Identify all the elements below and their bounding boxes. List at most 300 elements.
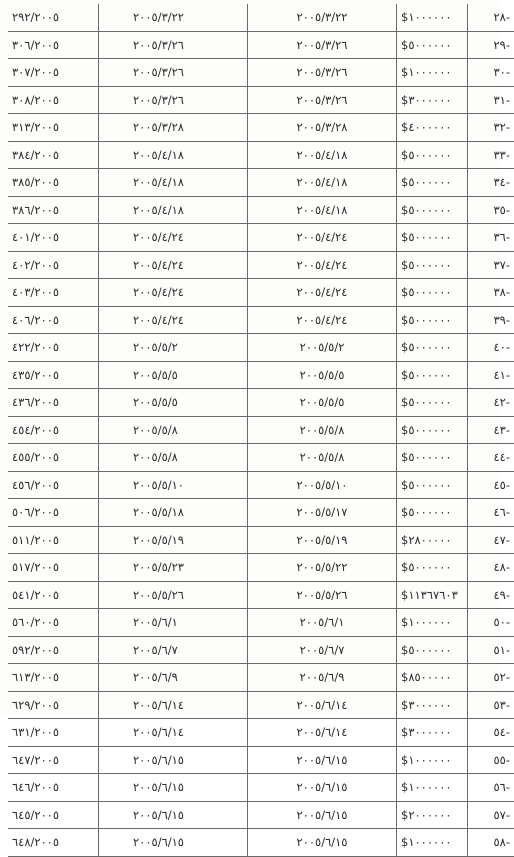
date-cell xyxy=(248,664,397,692)
reference-cell xyxy=(8,114,99,142)
row-number-text: -٤٥ xyxy=(493,478,510,492)
row-number xyxy=(468,801,514,829)
date-cell-text: ٢٠٠٥/٦/١٥ xyxy=(297,808,348,822)
date-cell xyxy=(248,691,397,719)
second-date-cell xyxy=(99,499,248,527)
amount-cell-text: $٥٠٠٠٠٠٠ xyxy=(401,258,452,272)
second-date-cell xyxy=(99,114,248,142)
amount-cell-text: $٣٠٠٠٠٠٠ xyxy=(401,698,452,712)
amount-cell xyxy=(397,801,468,829)
row-number-text: -٣١ xyxy=(493,93,510,107)
row-number-text: -٤١ xyxy=(493,368,510,382)
reference-cell-text: ٣٠٧/٢٠٠٥ xyxy=(12,65,59,79)
second-date-cell-text: ٢٠٠٥/٥/٨ xyxy=(103,450,178,464)
reference-cell xyxy=(8,141,99,169)
date-cell-text: ٢٠٠٥/٦/١٥ xyxy=(297,780,348,794)
date-cell xyxy=(248,361,397,389)
row-number-text: -٤٦ xyxy=(493,505,510,519)
amount-cell xyxy=(397,169,468,197)
row-number-text: -٤٨ xyxy=(493,560,510,574)
reference-cell xyxy=(8,86,99,114)
reference-cell-text: ٤٥٥/٢٠٠٥ xyxy=(12,450,59,464)
row-number-text: -٥١ xyxy=(493,643,510,657)
reference-cell-text: ٥٠٦/٢٠٠٥ xyxy=(12,505,59,519)
amount-cell xyxy=(397,306,468,334)
transfers-table xyxy=(8,4,514,857)
row-number xyxy=(468,279,514,307)
date-cell xyxy=(248,774,397,802)
date-cell-text: ٢٠٠٥/٤/٢٤ xyxy=(297,230,348,244)
reference-cell-text: ٢٩٢/٢٠٠٥ xyxy=(12,10,59,24)
reference-cell xyxy=(8,526,99,554)
table-row xyxy=(8,306,514,334)
row-number-text: -٥٢ xyxy=(493,670,510,684)
date-cell xyxy=(248,636,397,664)
row-number-text: -٤٠ xyxy=(493,340,510,354)
second-date-cell xyxy=(99,389,248,417)
reference-cell-text: ٥٦٠/٢٠٠٥ xyxy=(12,615,59,629)
table-row xyxy=(8,114,514,142)
date-cell xyxy=(248,59,397,87)
row-number-text: -٥٤ xyxy=(493,725,510,739)
row-number-text: -٥٨ xyxy=(493,835,510,849)
second-date-cell-text: ٢٠٠٥/٤/٢٤ xyxy=(103,285,184,299)
row-number xyxy=(468,31,514,59)
date-cell xyxy=(248,86,397,114)
row-number xyxy=(468,224,514,252)
row-number-text: -٤٩ xyxy=(493,588,510,602)
row-number-text: -٣٣ xyxy=(493,148,510,162)
reference-cell xyxy=(8,554,99,582)
date-cell xyxy=(248,196,397,224)
amount-cell-text: $٢٠٠٠٠٠٠ xyxy=(401,808,452,822)
amount-cell-text: $٣٠٠٠٠٠٠ xyxy=(401,93,452,107)
second-date-cell-text: ٢٠٠٥/٦/١٥ xyxy=(103,808,184,822)
table-row xyxy=(8,801,514,829)
table-row xyxy=(8,59,514,87)
second-date-cell-text: ٢٠٠٥/٣/٢٨ xyxy=(103,120,184,134)
date-cell-text: ٢٠٠٥/٣/٢٢ xyxy=(297,10,348,24)
row-number-text: -٤٣ xyxy=(493,423,510,437)
table-row xyxy=(8,279,514,307)
table-row xyxy=(8,416,514,444)
reference-cell-text: ٥٤١/٢٠٠٥ xyxy=(12,588,59,602)
reference-cell-text: ٤٥٦/٢٠٠٥ xyxy=(12,478,59,492)
reference-cell xyxy=(8,664,99,692)
reference-cell-text: ٤٣٥/٢٠٠٥ xyxy=(12,368,59,382)
reference-cell-text: ٣٨٥/٢٠٠٥ xyxy=(12,175,59,189)
amount-cell xyxy=(397,416,468,444)
second-date-cell-text: ٢٠٠٥/٦/١٥ xyxy=(103,753,184,767)
reference-cell xyxy=(8,774,99,802)
amount-cell xyxy=(397,554,468,582)
second-date-cell xyxy=(99,581,248,609)
second-date-cell xyxy=(99,691,248,719)
row-number xyxy=(468,416,514,444)
date-cell-text: ٢٠٠٥/٥/٨ xyxy=(300,423,345,437)
amount-cell-text: $٣٠٠٠٠٠٠ xyxy=(401,725,452,739)
amount-cell-text: $٥٠٠٠٠٠٠ xyxy=(401,478,452,492)
second-date-cell xyxy=(99,471,248,499)
amount-cell-text: $٥٠٠٠٠٠٠ xyxy=(401,285,452,299)
row-number xyxy=(468,361,514,389)
amount-cell-text: $٥٠٠٠٠٠٠ xyxy=(401,505,452,519)
reference-cell-text: ٤٠٢/٢٠٠٥ xyxy=(12,258,59,272)
row-number xyxy=(468,719,514,747)
date-cell xyxy=(248,251,397,279)
table-row xyxy=(8,86,514,114)
reference-cell-text: ٦١٣/٢٠٠٥ xyxy=(12,670,59,684)
row-number xyxy=(468,169,514,197)
table-row xyxy=(8,444,514,472)
reference-cell xyxy=(8,691,99,719)
table-row xyxy=(8,361,514,389)
row-number-text: -٣٧ xyxy=(493,258,510,272)
reference-cell-text: ٤٣٦/٢٠٠٥ xyxy=(12,395,59,409)
second-date-cell-text: ٢٠٠٥/٥/٨ xyxy=(103,423,178,437)
amount-cell xyxy=(397,774,468,802)
table-row xyxy=(8,581,514,609)
amount-cell-text: $٥٠٠٠٠٠٠ xyxy=(401,643,452,657)
second-date-cell xyxy=(99,774,248,802)
reference-cell xyxy=(8,829,99,857)
date-cell-text: ٢٠٠٥/٥/٥ xyxy=(300,395,345,409)
reference-cell-text: ٣٠٨/٢٠٠٥ xyxy=(12,93,59,107)
row-number xyxy=(468,581,514,609)
reference-cell xyxy=(8,609,99,637)
amount-cell xyxy=(397,389,468,417)
reference-cell xyxy=(8,224,99,252)
second-date-cell-text: ٢٠٠٥/٦/١٤ xyxy=(103,698,184,712)
second-date-cell xyxy=(99,746,248,774)
amount-cell-text: $١٠٠٠٠٠٠ xyxy=(401,10,452,24)
amount-cell xyxy=(397,691,468,719)
amount-cell xyxy=(397,59,468,87)
second-date-cell xyxy=(99,444,248,472)
reference-cell xyxy=(8,361,99,389)
second-date-cell-text: ٢٠٠٥/٤/٢٤ xyxy=(103,258,184,272)
amount-cell xyxy=(397,251,468,279)
date-cell-text: ٢٠٠٥/٤/١٨ xyxy=(297,175,348,189)
date-cell xyxy=(248,829,397,857)
date-cell-text: ٢٠٠٥/٤/٢٤ xyxy=(297,285,348,299)
reference-cell-text: ٤٠٣/٢٠٠٥ xyxy=(12,285,59,299)
second-date-cell xyxy=(99,526,248,554)
reference-cell-text: ٥٩٢/٢٠٠٥ xyxy=(12,643,59,657)
second-date-cell-text: ٢٠٠٥/٥/٢ xyxy=(103,340,178,354)
date-cell-text: ٢٠٠٥/٥/٢٦ xyxy=(297,588,348,602)
date-cell-text: ٢٠٠٥/٣/٢٦ xyxy=(297,38,348,52)
row-number-text: -٢٨ xyxy=(493,10,510,24)
row-number-text: -٢٩ xyxy=(493,38,510,52)
row-number xyxy=(468,499,514,527)
amount-cell xyxy=(397,471,468,499)
row-number-text: -٣٩ xyxy=(493,313,510,327)
second-date-cell-text: ٢٠٠٥/٥/٥ xyxy=(103,368,178,382)
second-date-cell xyxy=(99,59,248,87)
date-cell-text: ٢٠٠٥/٤/١٨ xyxy=(297,148,348,162)
table-row xyxy=(8,31,514,59)
row-number xyxy=(468,251,514,279)
amount-cell xyxy=(397,31,468,59)
second-date-cell xyxy=(99,31,248,59)
amount-cell-text: $٥٠٠٠٠٠٠ xyxy=(401,38,452,52)
reference-cell xyxy=(8,4,99,31)
reference-cell-text: ٦٢٩/٢٠٠٥ xyxy=(12,698,59,712)
reference-cell-text: ٤٢٢/٢٠٠٥ xyxy=(12,340,59,354)
second-date-cell-text: ٢٠٠٥/٣/٢٢ xyxy=(103,10,184,24)
second-date-cell-text: ٢٠٠٥/٥/٢٦ xyxy=(103,588,184,602)
table-row xyxy=(8,389,514,417)
row-number xyxy=(468,746,514,774)
amount-cell-text: $١٠٠٠٠٠٠ xyxy=(401,835,452,849)
date-cell-text: ٢٠٠٥/٥/٢٢ xyxy=(297,560,348,574)
date-cell-text: ٢٠٠٥/٦/١٥ xyxy=(297,835,348,849)
reference-cell-text: ٦٤٧/٢٠٠٥ xyxy=(12,753,59,767)
amount-cell xyxy=(397,719,468,747)
transfers-table-body xyxy=(8,4,514,856)
table-row xyxy=(8,4,514,31)
table-row xyxy=(8,691,514,719)
second-date-cell-text: ٢٠٠٥/٦/٩ xyxy=(103,670,178,684)
row-number-text: -٤٢ xyxy=(493,395,510,409)
amount-cell xyxy=(397,499,468,527)
second-date-cell-text: ٢٠٠٥/٥/١٨ xyxy=(103,505,184,519)
second-date-cell-text: ٢٠٠٥/٥/٥ xyxy=(103,395,178,409)
second-date-cell-text: ٢٠٠٥/٥/٢٣ xyxy=(103,560,184,574)
reference-cell xyxy=(8,334,99,362)
second-date-cell xyxy=(99,224,248,252)
reference-cell xyxy=(8,636,99,664)
date-cell xyxy=(248,499,397,527)
amount-cell-text: $٤٠٠٠٠٠٠ xyxy=(401,120,452,134)
date-cell xyxy=(248,306,397,334)
second-date-cell xyxy=(99,141,248,169)
date-cell xyxy=(248,114,397,142)
table-row xyxy=(8,224,514,252)
second-date-cell xyxy=(99,664,248,692)
table-row xyxy=(8,526,514,554)
date-cell-text: ٢٠٠٥/٦/١٤ xyxy=(297,698,348,712)
amount-cell-text: $١٠٠٠٠٠٠ xyxy=(401,753,452,767)
amount-cell-text: $٨٥٠٠٠٠٠ xyxy=(401,670,452,684)
row-number xyxy=(468,306,514,334)
reference-cell-text: ٣٨٤/٢٠٠٥ xyxy=(12,148,59,162)
date-cell-text: ٢٠٠٥/٤/٢٤ xyxy=(297,313,348,327)
row-number xyxy=(468,114,514,142)
reference-cell xyxy=(8,59,99,87)
amount-cell-text: $٥٠٠٠٠٠٠ xyxy=(401,313,452,327)
amount-cell xyxy=(397,86,468,114)
second-date-cell-text: ٢٠٠٥/٣/٢٦ xyxy=(103,38,184,52)
second-date-cell xyxy=(99,279,248,307)
amount-cell-text: $١١٣٦٧٦٠٣ xyxy=(401,588,458,602)
date-cell xyxy=(248,526,397,554)
row-number-text: -٣٥ xyxy=(493,203,510,217)
date-cell xyxy=(248,334,397,362)
table-row xyxy=(8,169,514,197)
amount-cell xyxy=(397,526,468,554)
date-cell-text: ٢٠٠٥/٦/١٤ xyxy=(297,725,348,739)
date-cell xyxy=(248,141,397,169)
reference-cell-text: ٦٤٥/٢٠٠٥ xyxy=(12,808,59,822)
amount-cell-text: $٥٠٠٠٠٠٠ xyxy=(401,148,452,162)
second-date-cell xyxy=(99,361,248,389)
second-date-cell xyxy=(99,801,248,829)
second-date-cell-text: ٢٠٠٥/٤/٢٤ xyxy=(103,313,184,327)
amount-cell-text: $٥٠٠٠٠٠٠ xyxy=(401,175,452,189)
reference-cell xyxy=(8,581,99,609)
reference-cell-text: ٥١٧/٢٠٠٥ xyxy=(12,560,59,574)
date-cell-text: ٢٠٠٥/٦/١ xyxy=(300,615,345,629)
reference-cell-text: ٦٤٦/٢٠٠٥ xyxy=(12,780,59,794)
amount-cell-text: $٢٨٠٠٠٠٠ xyxy=(401,533,452,547)
row-number xyxy=(468,141,514,169)
second-date-cell xyxy=(99,334,248,362)
date-cell xyxy=(248,279,397,307)
reference-cell xyxy=(8,169,99,197)
table-row xyxy=(8,609,514,637)
reference-cell xyxy=(8,801,99,829)
reference-cell xyxy=(8,306,99,334)
date-cell xyxy=(248,389,397,417)
date-cell-text: ٢٠٠٥/٦/٩ xyxy=(300,670,345,684)
table-row xyxy=(8,774,514,802)
second-date-cell-text: ٢٠٠٥/٣/٢٦ xyxy=(103,65,184,79)
row-number xyxy=(468,609,514,637)
second-date-cell xyxy=(99,719,248,747)
date-cell-text: ٢٠٠٥/٣/٢٨ xyxy=(297,120,348,134)
reference-cell-text: ٦٤٨/٢٠٠٥ xyxy=(12,835,59,849)
row-number-text: -٥٥ xyxy=(493,753,510,767)
reference-cell-text: ٤٠١/٢٠٠٥ xyxy=(12,230,59,244)
table-row xyxy=(8,636,514,664)
date-cell xyxy=(248,169,397,197)
date-cell xyxy=(248,746,397,774)
date-cell-text: ٢٠٠٥/٤/١٨ xyxy=(297,203,348,217)
row-number xyxy=(468,4,514,31)
row-number xyxy=(468,471,514,499)
reference-cell xyxy=(8,31,99,59)
row-number xyxy=(468,774,514,802)
reference-cell xyxy=(8,746,99,774)
amount-cell-text: $١٠٠٠٠٠٠ xyxy=(401,65,452,79)
second-date-cell xyxy=(99,554,248,582)
date-cell xyxy=(248,609,397,637)
row-number-text: -٥٠ xyxy=(493,615,510,629)
second-date-cell xyxy=(99,251,248,279)
row-number xyxy=(468,664,514,692)
amount-cell-text: $٥٠٠٠٠٠٠ xyxy=(401,395,452,409)
date-cell-text: ٢٠٠٥/٥/٨ xyxy=(300,450,345,464)
second-date-cell-text: ٢٠٠٥/٦/١٥ xyxy=(103,835,184,849)
amount-cell xyxy=(397,196,468,224)
second-date-cell xyxy=(99,196,248,224)
amount-cell-text: $٥٠٠٠٠٠٠ xyxy=(401,230,452,244)
date-cell-text: ٢٠٠٥/٥/٢ xyxy=(300,340,345,354)
second-date-cell xyxy=(99,4,248,31)
amount-cell xyxy=(397,829,468,857)
reference-cell-text: ٦٣١/٢٠٠٥ xyxy=(12,725,59,739)
date-cell-text: ٢٠٠٥/٣/٢٦ xyxy=(297,93,348,107)
reference-cell xyxy=(8,719,99,747)
reference-cell xyxy=(8,444,99,472)
reference-cell xyxy=(8,499,99,527)
amount-cell xyxy=(397,141,468,169)
table-row xyxy=(8,719,514,747)
amount-cell xyxy=(397,334,468,362)
row-number-text: -٥٦ xyxy=(493,780,510,794)
second-date-cell-text: ٢٠٠٥/٦/١ xyxy=(103,615,178,629)
date-cell-text: ٢٠٠٥/٥/١٠ xyxy=(297,478,348,492)
second-date-cell xyxy=(99,636,248,664)
table-row xyxy=(8,554,514,582)
table-row xyxy=(8,334,514,362)
date-cell xyxy=(248,554,397,582)
row-number-text: -٤٤ xyxy=(493,450,510,464)
reference-cell xyxy=(8,279,99,307)
table-row xyxy=(8,251,514,279)
row-number xyxy=(468,389,514,417)
amount-cell-text: $٥٠٠٠٠٠٠ xyxy=(401,423,452,437)
row-number-text: -٣٤ xyxy=(493,175,510,189)
date-cell-text: ٢٠٠٥/٦/٧ xyxy=(300,643,345,657)
date-cell-text: ٢٠٠٥/٦/١٥ xyxy=(297,753,348,767)
date-cell-text: ٢٠٠٥/٤/٢٤ xyxy=(297,258,348,272)
amount-cell xyxy=(397,609,468,637)
reference-cell-text: ٣١٣/٢٠٠٥ xyxy=(12,120,59,134)
row-number xyxy=(468,554,514,582)
amount-cell xyxy=(397,114,468,142)
second-date-cell xyxy=(99,86,248,114)
amount-cell xyxy=(397,279,468,307)
reference-cell xyxy=(8,251,99,279)
row-number xyxy=(468,636,514,664)
table-row xyxy=(8,664,514,692)
row-number-text: -٣٢ xyxy=(493,120,510,134)
reference-cell xyxy=(8,389,99,417)
row-number-text: -٤٧ xyxy=(493,533,510,547)
second-date-cell-text: ٢٠٠٥/٦/١٥ xyxy=(103,780,184,794)
date-cell-text: ٢٠٠٥/٣/٢٦ xyxy=(297,65,348,79)
row-number xyxy=(468,196,514,224)
second-date-cell-text: ٢٠٠٥/٤/١٨ xyxy=(103,175,184,189)
table-row xyxy=(8,196,514,224)
second-date-cell-text: ٢٠٠٥/٦/٧ xyxy=(103,643,178,657)
row-number xyxy=(468,829,514,857)
row-number-text: -٥٧ xyxy=(493,808,510,822)
amount-cell xyxy=(397,581,468,609)
second-date-cell-text: ٢٠٠٥/٥/١٩ xyxy=(103,533,184,547)
date-cell xyxy=(248,471,397,499)
row-number xyxy=(468,526,514,554)
second-date-cell-text: ٢٠٠٥/٤/١٨ xyxy=(103,203,184,217)
table-row xyxy=(8,829,514,857)
date-cell xyxy=(248,4,397,31)
reference-cell xyxy=(8,416,99,444)
amount-cell-text: $٥٠٠٠٠٠٠ xyxy=(401,203,452,217)
date-cell-text: ٢٠٠٥/٥/١٩ xyxy=(297,533,348,547)
second-date-cell-text: ٢٠٠٥/٤/٢٤ xyxy=(103,230,184,244)
second-date-cell xyxy=(99,829,248,857)
date-cell xyxy=(248,719,397,747)
second-date-cell xyxy=(99,609,248,637)
date-cell xyxy=(248,224,397,252)
row-number xyxy=(468,691,514,719)
row-number xyxy=(468,334,514,362)
amount-cell xyxy=(397,636,468,664)
amount-cell-text: $٥٠٠٠٠٠٠ xyxy=(401,340,452,354)
